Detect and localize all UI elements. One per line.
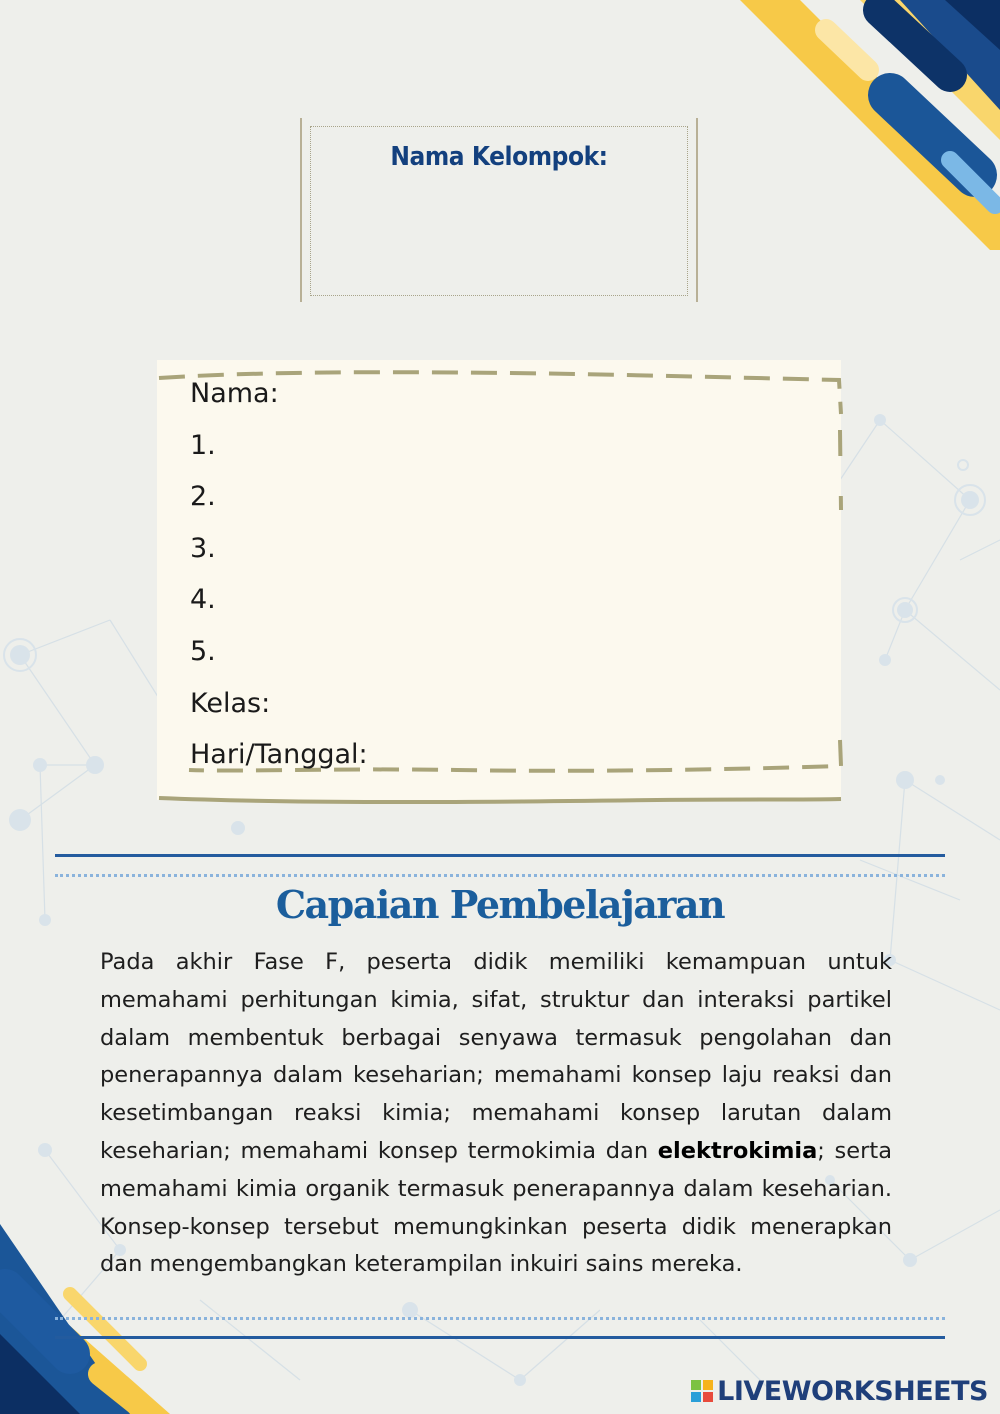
liveworksheets-logo-icon [691,1380,713,1402]
divider-top-dotted [55,874,945,877]
learning-outcomes-text-part1: Pada akhir Fase F, peserta didik memiliki kemampuan untuk memahami perhitungan kimia, sifat, struktur dan interaksi partikel dalam membentuk berbagai senyawa termasuk pengolahan dan penerapannya dalam keseharian; memahami konsep laju reaksi dan kesetimbangan reaksi kimia; memahami konsep larutan dalam keseharian; memahami konsep termokimia dan [100,949,892,1164]
corner-decoration-top-right [740,0,1000,250]
field-member-5: 5. [190,635,216,667]
field-member-2: 2. [190,481,216,513]
liveworksheets-logo-text: LIVEWORKSHEETS [717,1375,988,1407]
divider-bottom-solid [55,1336,945,1339]
field-member-4: 4. [190,584,216,616]
field-date-label: Hari/Tanggal: [190,739,368,771]
group-name-title: Nama Kelompok: [390,142,608,172]
learning-outcomes-text-part2: ; serta memahami kimia organik termasuk penerapannya dalam keseharian. Konsep-konsep tersebut memungkinkan peserta didik menerapkan dan mengembangkan keterampilan inkuiri sains mereka. [100,1137,892,1278]
field-name-label: Nama: [190,378,279,409]
field-class-label: Kelas: [190,687,271,719]
divider-top-solid [55,854,945,857]
learning-outcomes-title: Capaian Pembelajaran [275,882,725,927]
group-name-box [300,118,698,302]
identity-fields [190,372,790,785]
learning-outcomes-text [100,944,892,1284]
liveworksheets-logo[interactable] [691,1376,988,1406]
divider-bottom-dotted [55,1317,945,1320]
field-member-3: 3. [190,532,216,564]
learning-outcomes-text-bold: elektrokimia [657,1137,818,1164]
field-member-1: 1. [190,429,216,461]
